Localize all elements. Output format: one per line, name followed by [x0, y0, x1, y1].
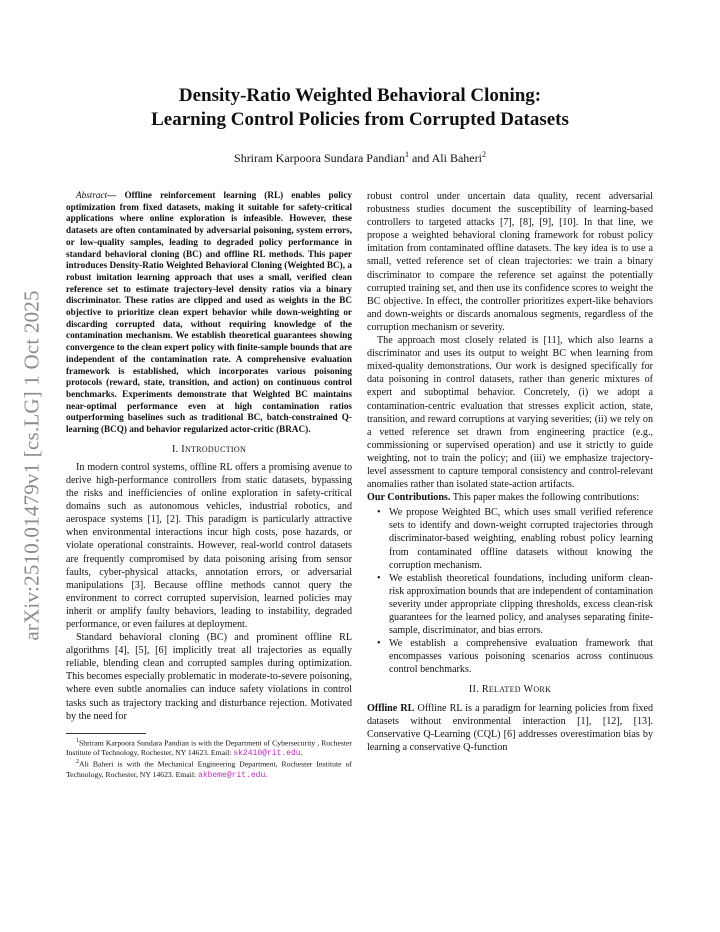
contributions-list	[367, 506, 653, 676]
paper-title-line-2: Learning Control Policies from Corrupted Datasets	[151, 109, 569, 130]
section-heading-introduction	[66, 443, 352, 456]
section-2-number: II.	[468, 684, 479, 696]
section-2-first-letter-1: R	[481, 684, 489, 696]
footnote-2-text: Ali Baheri is with the Mechanical Engineering Department, Rochester Institute of Technology, Rochester, NY 14623. Email:	[66, 760, 352, 779]
arxiv-identifier	[18, 270, 46, 660]
section-1-rest: NTRODUCTION	[184, 444, 247, 454]
author-and: and	[411, 151, 430, 165]
abstract	[66, 190, 352, 436]
offline-rl-paragraph	[367, 702, 653, 754]
section-1-first-letter: I	[181, 443, 185, 455]
author-2: Ali Baheri	[431, 151, 482, 165]
footnote-2-end: .	[265, 769, 268, 779]
abstract-lead: Abstract	[76, 190, 108, 200]
footnote-1-text: Shriram Karpoora Sundara Pandian is with the Department of Cybersecurity , Rochester Institute of Technology, Rochester, NY 14623. Email:	[66, 738, 352, 757]
section-1-number: I.	[171, 443, 179, 455]
right-paragraph-1: robust control under uncertain data quality, recent adversarial robustness studies document the susceptibility of learning-based controllers to targeted attacks [7], [8], [9], [10]. In that line, we propose a weighted behavioral cloning framework for robust policy imitation from contaminated offline datasets. The key idea is to use a small, vetted reference set of clean trajectories: we train a binary discriminator to compare the reference set against the potentially corrupted training set, and then use its confidence scores to weight the BC objective. In effect, the controller prioritizes expert-like behaviors and down-weights or discards anomalous segments, regardless of the corruption mechanism or severity.	[367, 191, 653, 333]
abstract-body: — Offline reinforcement learning (RL) enables policy optimization from fixed datasets, making it suitable for safety-critical applications where online exploration is infeasible. However, these datasets are often contaminated by adversarial poisoning, system errors, or low-quality samples, leading to degraded policy performance in standard behavioral cloning (BC) and offline RL methods. This paper introduces Density-Ratio Weighted Behavioral Cloning (Weighted BC), a robust imitation learning approach that uses a small, verified clean reference set to estimate trajectory-level density ratios via a binary discriminator. These ratios are clipped and used as weights in the BC objective to prioritize clean expert behavior while down-weighting or discarding corrupted data, without requiring knowledge of the contamination mechanism. We establish theoretical guarantees showing convergence to the clean expert policy with finite-sample bounds that are independent of the contamination rate. A comprehensive evaluation framework is established, which incorporates various poisoning protocols (reward, state, transition, and action) on continuous control benchmarks. Experiments demonstrate that Weighted BC maintains near-optimal performance even at high contamination ratios outperforming baselines such as traditional BC, batch-constrained Q-learning (BCQ) and behavior regularized actor-critic (BRAC).	[66, 190, 352, 435]
paper-title-line-1: Density-Ratio Weighted Behavioral Cloning:	[178, 85, 542, 106]
contributions-paragraph	[367, 491, 653, 504]
footnote-rule	[66, 733, 146, 734]
contribution-item-3: • We establish a comprehensive evaluation framework that encompasses various poisoning scenarios across continuous control benchmarks.	[389, 637, 653, 676]
arxiv-identifier-text: arXiv:2510.01479v1 [cs.LG] 1 Oct 2025	[19, 289, 44, 641]
right-paragraph-2: The approach most closely related is [11], which also learns a discriminator and uses its output to weight BC when learning from mixed-quality demonstrations. Our work is designed specifically for data poisoning in control datasets, rather than generic mixtures of expert and suboptimal behavior. Concretely, (i) we adopt a contamination-centric evaluation that stresses explicit action, state, transition, and reward corruptions at varying severities; (ii) we rely on a vetted reference set drawn from engineering practice (e.g., commissioning or supervised operation) and use it strictly to guide weighting, not to train the policy; and (iii) we emphasize trajectory-level assessment to capture temporal consistency and control-relevant anomalies rather than isolated state-action artifacts.	[367, 335, 653, 491]
section-2-rest-1: ELATED	[488, 685, 521, 695]
section-2-first-letter-2: W	[523, 684, 534, 696]
footnote-1	[66, 737, 352, 759]
offline-rl-text: Offline RL is a paradigm for learning policies from fixed datasets without environmental interaction [1], [12], [13]. Conservative Q-Learning (CQL) [6] addresses overestimation bias by learning a conservative Q-function	[367, 702, 653, 753]
contribution-item-2: • We establish theoretical foundations, including uniform clean-risk approximation bounds that are independent of contamination severity under appropriate clipping thresholds, excess clean-risk guarantees for the learned policy, and analyses separating finite-sample, discriminator, and bias errors.	[389, 572, 653, 637]
left-column	[66, 190, 352, 780]
footnote-1-mark: 1	[76, 737, 79, 744]
footnote-2-email: akbeme@rit.edu	[198, 770, 266, 780]
contributions-intro: This paper makes the following contributions:	[450, 492, 640, 504]
paper-title	[60, 84, 660, 132]
intro-paragraph-2: Standard behavioral cloning (BC) and prominent offline RL algorithms [4], [5], [6] implicitly treat all trajectories as equally reliable, blending clean and corrupted samples during optimization. This becomes especially problematic in moderate-to-severe poisoning, where even subtle anomalies can induce safety violations in control tasks such as trajectory tracking and disturbance rejection. Motivated by the need for	[66, 632, 352, 722]
contribution-item-1: • We propose Weighted BC, which uses small verified reference sets to identify and down-weight corrupted trajectories through discriminator-based weighting, enabling robust policy learning from contaminated offline datasets without knowing the corruption mechanism.	[389, 506, 653, 571]
section-heading-related-work	[367, 683, 653, 696]
intro-paragraph-1: In modern control systems, offline RL offers a promising avenue to derive high-performance controllers from static datasets, bypassing the risks and inefficiencies of online exploration in safety-critical domains such as autonomous vehicles, industrial robotics, and aerospace systems [1], [2]. This paradigm is particularly attractive when environmental interactions incur high costs, pose hazards, or violate operational constraints. However, real-world control datasets are frequently compromised by data poisoning arising from sensor faults, cyber-physical attacks, annotation errors, or adversarial manipulations [3]. Because offline methods cannot query the environment to correct corrupted supervision, learned policies may inherit or amplify faulty behaviors, leading to instability, degraded performance, or even failures at deployment.	[66, 461, 352, 630]
offline-rl-heading: Offline RL	[367, 702, 415, 714]
author-1: Shriram Karpoora Sundara Pandian	[234, 151, 405, 165]
footnote-1-end: .	[300, 747, 303, 757]
author-1-affiliation-mark: 1	[404, 150, 409, 159]
footnote-2	[66, 758, 352, 780]
author-2-affiliation-mark: 2	[481, 150, 486, 159]
contributions-heading: Our Contributions.	[367, 492, 451, 504]
footnote-1-email: sk2410@rit.edu	[233, 748, 301, 758]
section-2-rest-2: ORK	[533, 685, 552, 695]
right-column	[367, 190, 653, 754]
author-line	[60, 150, 660, 166]
footnote-2-mark: 2	[76, 759, 79, 766]
